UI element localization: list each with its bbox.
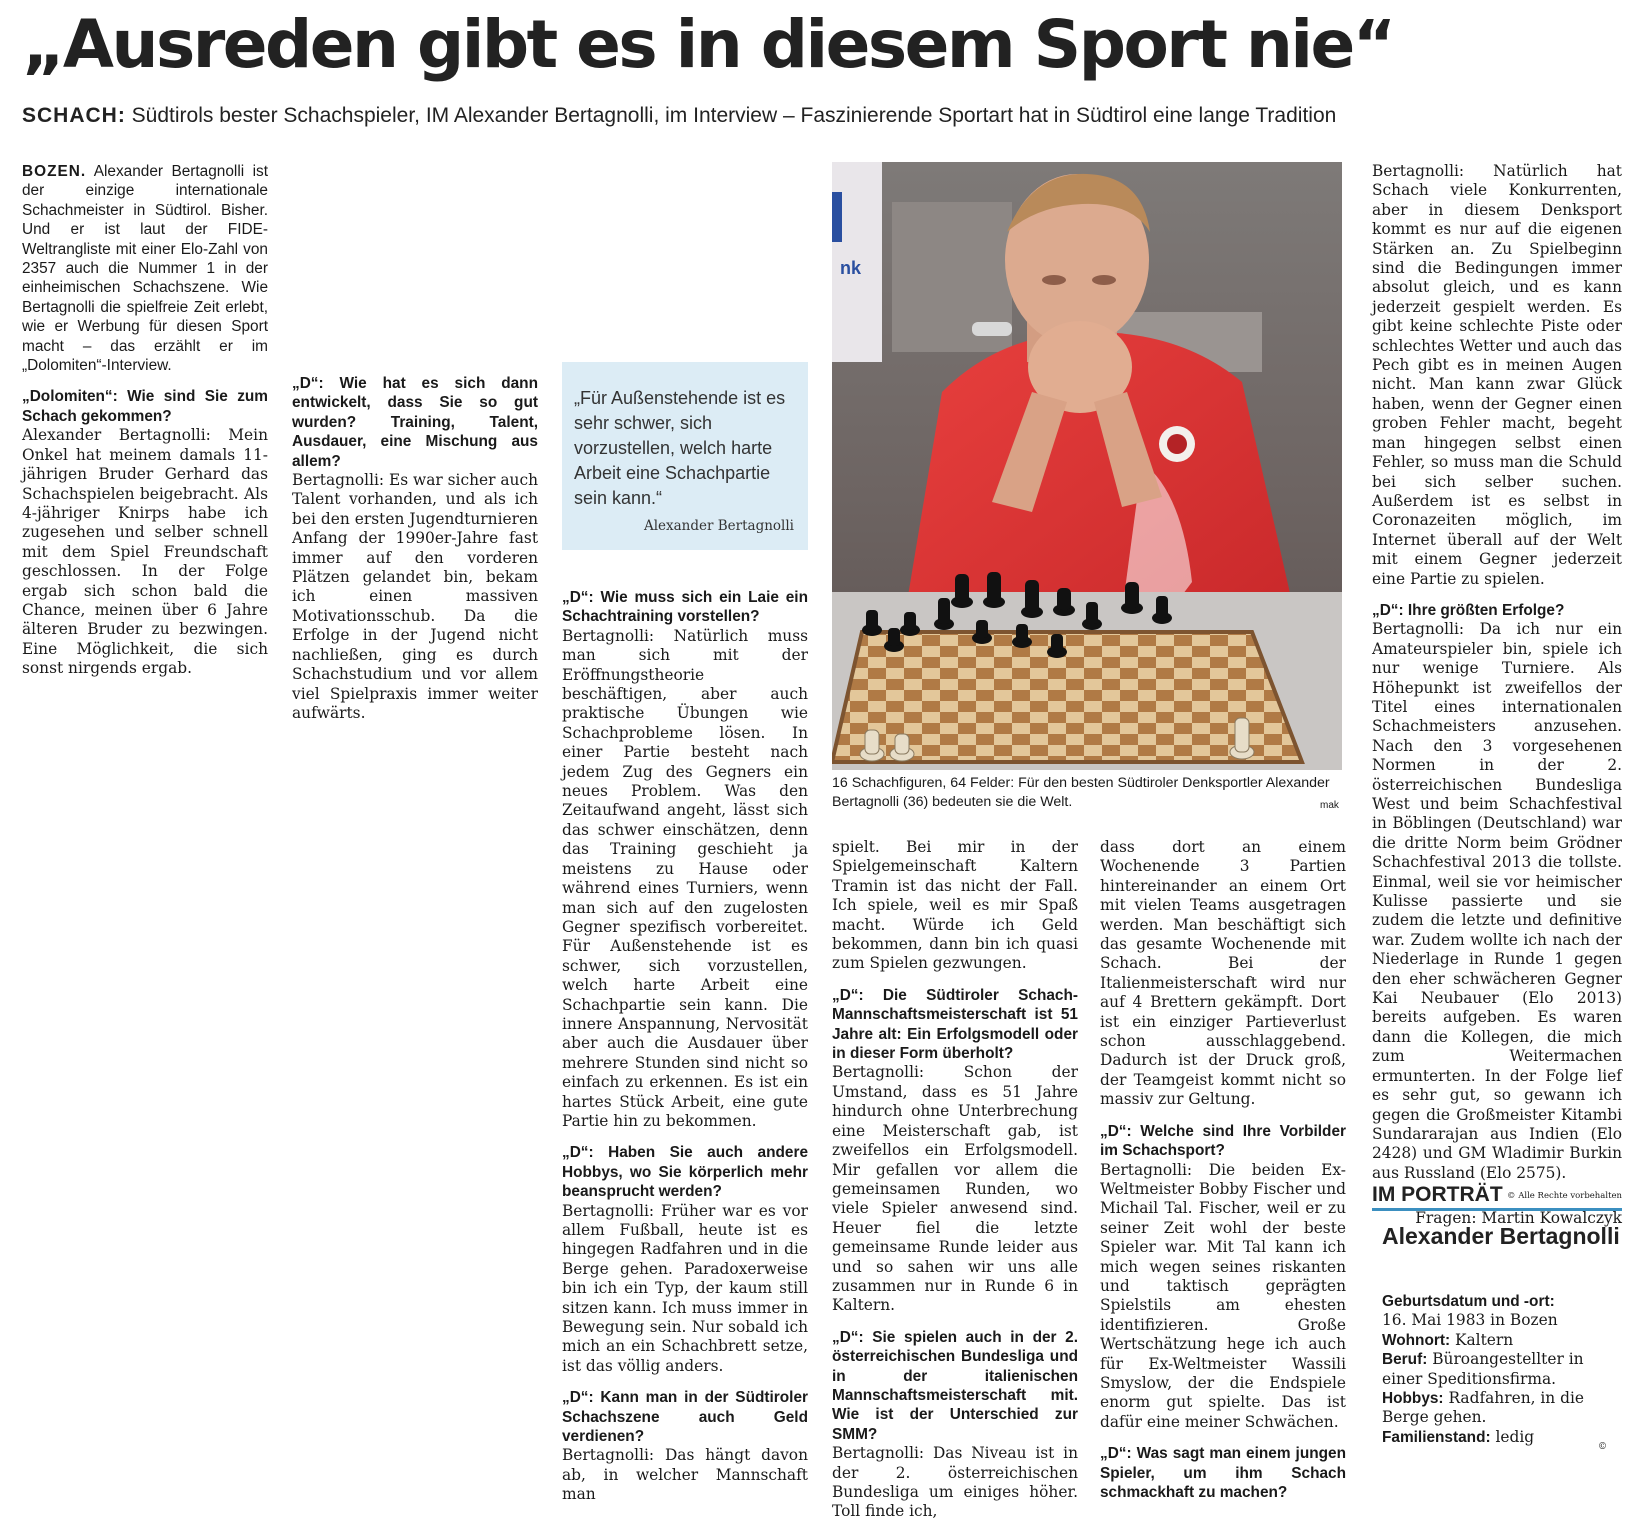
- portrait-fact: [1382, 1292, 1622, 1331]
- portrait-fact: [1382, 1331, 1622, 1350]
- interview-question: „Dolomiten“: Wie sind Sie zum Schach gekommen?: [22, 388, 268, 425]
- interview-answer: Bertagnolli: Natürlich muss man sich mit der Eröffnungstheorie beschäftigen, aber auch praktische Übungen wie Schachprobleme lösen. In einer Partie besteht nach jedem Zug des Gegners ein neues Problem. Was den Zeitaufwand angeht, lässt sich das schwer einschätzen, denn das Training geschieht ja meistens zu Hause oder während eines Turniers, wenn man sich auf den zugelosten Gegner spezifisch vorbereitet. Für Außenstehende ist es schwer, sich vorzustellen, welch harte Arbeit eine Schachpartie sein kann. Die innere Anspannung, Nervosität aber auch die Ausdauer über mehrere Stunden sind nicht so einfach zu erkennen. Es ist ein hartes Stück Arbeit, eine gute Partie hin zu bekommen.: [562, 626, 808, 1130]
- interview-answer: Bertagnolli: Da ich nur ein Amateurspieler bin, spiele ich nur wenige Turniere. Als Höhepunkt ist zweifellos der Titel eines internationalen Schachmeisters anzusehen. Nach den 3 vorgesehenen Normen in der 2. österreichischen Bundesliga West und beim Schachfestival in Böblingen (Deutschland) war die dritte Norm beim Grödner Schachfestival 2013 die tollste. Einmal, weil sie vor heimischer Kulisse passierte und sie zudem die letzte und definitive war. Zudem wollte ich nach der Niederlage in Runde 1 gegen den eher schwächeren Gegner Kai Neubauer (Elo 2013) bereits aufgeben. Es waren dann die Kollegen, die mich zum Weitermachen ermunterten. In der Folge lief es sehr gut, so gewann ich gegen die Großmeister Kitambi Sundararajan aus Indien (Elo 2428) und GM Wladimir Burkin aus Russland (Elo 2575).: [1372, 620, 1622, 1182]
- interview-question: „D“: Haben Sie auch andere Hobbys, wo Sie körperlich mehr beansprucht werden?: [562, 1144, 808, 1201]
- rights-notice: © Alle Rechte vorbehalten: [1507, 1191, 1622, 1202]
- interview-question: „D“: Die Südtiroler Schach-Mannschaftsmeisterschaft ist 51 Jahre alt: Ein Erfolgsmodell oder in dieser Form überholt?: [832, 986, 1078, 1063]
- portrait-fact: [1382, 1389, 1622, 1428]
- portrait-fact: [1382, 1350, 1622, 1389]
- interview-question: „D“: Ihre größten Erfolge?: [1372, 601, 1565, 619]
- pull-quote: [562, 362, 808, 550]
- column-4-body: [832, 838, 1078, 1522]
- column-4: [832, 838, 1078, 1522]
- subhead-kicker: SCHACH:: [22, 104, 126, 127]
- portrait-fact-label: Familienstand:: [1382, 1428, 1491, 1446]
- headline: „Ausreden gibt es in diesem Sport nie“: [22, 6, 1394, 83]
- interview-answer: Bertagnolli: Früher war es vor allem Fußball, heute ist es hingegen Radfahren und in die Berge gehen. Paradoxerweise bin ich ein Typ, der kaum still sitzen kann. Ich muss immer in Bewegung sein. Nur sobald ich mich an ein Schachbrett setze, ist das völlig anders.: [562, 1201, 808, 1375]
- interview-answer: Bertagnolli: Das Niveau ist in der 2. österreichischen Bundesliga um einiges höher. Toll finde ich,: [832, 1444, 1078, 1521]
- interview-question: „D“: Sie spielen auch in der 2. österreichischen Bundesliga und in der italienischen Mannschaftsmeisterschaft mit. Wie ist der Unterschied zur SMM?: [832, 1328, 1078, 1443]
- interview-answer: Bertagnolli: Natürlich hat Schach viele Konkurrenten, aber in diesem Denksport kommt es nur auf die eigenen Stärken an. Zu Spielbeginn sind die Bedingungen immer absolut gleich, und es kann jederzeit gespielt werden. Es gibt keine schlechte Piste oder schlechtes Wetter und auch das Pech gibt es in meinen Augen nicht. Man kann zwar Glück haben, wenn der Gegner einen groben Fehler macht, begeht man hingegen selbst einen Fehler, so muss man die Schuld bei sich selber suchen. Außerdem ist es selbst in Coronazeiten möglich, im Internet überall auf der Welt mit einem Gegner jederzeit eine Partie zu spielen.: [1372, 162, 1622, 588]
- photo-caption: 16 Schachfiguren, 64 Felder: Für den besten Südtiroler Denksportler Alexander Bertagnolli (36) bedeuten sie die Welt.: [832, 775, 1330, 810]
- copyright-mark: ©: [1598, 1442, 1607, 1452]
- portrait-heading: IM PORTRÄT: [1372, 1184, 1622, 1211]
- portrait-fact-label: Geburtsdatum und -ort:: [1382, 1293, 1555, 1310]
- interview-answer: Bertagnolli: Es war sicher auch Talent vorhanden, und als ich bei den ersten Jugendturnieren Anfang der 1990er-Jahre fast immer auf den vorderen Plätzen gelandet bin, bekam ich einen massiven Motivationsschub. Da die Erfolge in der Jugend nicht nachließen, ging es durch Schachstudium und vor allem viel Spielpraxis immer weiter aufwärts.: [292, 471, 538, 722]
- interview-answer: Bertagnolli: Das hängt davon ab, in welcher Mannschaft man: [562, 1446, 808, 1504]
- column-5-body: [1100, 838, 1346, 1502]
- column-1: [22, 162, 268, 679]
- column-1-body: [22, 387, 268, 678]
- photo-credit: mak: [1320, 800, 1339, 811]
- column-6-body: [1372, 162, 1622, 1183]
- interview-answer: Bertagnolli: Schon der Umstand, dass es 51 Jahre hindurch ohne Unterbrechung eine Meisterschaft gab, ist zweifellos ein Erfolgsmodell. Mir gefallen vor allem die gemeinsamen Runden, wo viele Spieler anwesend sind. Heuer fiel die letzte gemeinsame Runde leider aus und so sahen wir uns alle zusammen nur in Runde 6 in Kaltern.: [832, 1063, 1078, 1315]
- column-3-body: [562, 588, 808, 1505]
- portrait-fact-value: Radfahren, in die Berge gehen.: [1382, 1389, 1584, 1427]
- photo-illustration: [832, 162, 1342, 770]
- column-5: [1100, 838, 1346, 1502]
- interview-answer: Bertagnolli: Die beiden Ex-Weltmeister Bobby Fischer und Michail Tal. Fischer, weil er zu seiner Zeit wohl der beste Spieler war. Mit Tal kann ich mich wegen seines riskanten und taktisch geprägten Spielstils am ehesten identifizieren. Große Wertschätzung hege ich auch für Ex-Weltmeister Wassili Smyslow, der die Endspiele enorm gut spielte. Das ist dafür eine meiner Schwächen.: [1100, 1160, 1346, 1431]
- interview-answer: Alexander Bertagnolli: Mein Onkel hat meinem damals 11-jährigen Bruder Gerhard das Schachspielen beigebracht. Als 4-jähriger Knirps habe ich zugesehen und selber schnell mit dem Spiel Freundschaft geschlossen. In der Folge ergab sich schon bald die Chance, meinen über 6 Jahre älteren Bruder zu bezwingen. Eine Möglichkeit, die sich sonst nirgends ergab.: [22, 426, 268, 678]
- subhead-text: Südtirols bester Schachspieler, IM Alexander Bertagnolli, im Interview – Faszinierende Sportart hat in Südtirol eine lange Tradition: [131, 104, 1337, 127]
- pull-quote-text: „Für Außenstehende ist es sehr schwer, sich vorzustellen, welch harte Arbeit eine Schachpartie sein kann.“: [574, 388, 786, 508]
- interview-question: „D“: Kann man in der Südtiroler Schachszene auch Geld verdienen?: [562, 1389, 808, 1446]
- portrait-fact-value: 16. Mai 1983 in Bozen: [1382, 1311, 1558, 1330]
- dateline: BOZEN.: [22, 163, 87, 180]
- photo-chess-player: [832, 162, 1342, 770]
- portrait-fact-value: Büroangestellter in einer Speditionsfirma.: [1382, 1350, 1584, 1388]
- portrait-fact-label: Wohnort:: [1382, 1331, 1451, 1349]
- intro-text: Alexander Bertagnolli ist der einzige internationale Schachmeister in Südtirol. Bisher. Und er ist laut der FIDE-Weltrangliste mit einer Elo-Zahl von 2357 auch die Nummer 1 in der einheimischen Schachszene. Wie Bertagnolli die spielfreie Zeit erlebt, wie er Werbung für diesen Sport macht – das erzählt er im „Dolomiten“-Interview.: [22, 163, 268, 375]
- portrait-fact-value: Kaltern: [1450, 1330, 1514, 1349]
- portrait-fact: [1382, 1428, 1622, 1447]
- intro: [22, 162, 268, 375]
- subhead: [22, 102, 1622, 130]
- interview-answer: spielt. Bei mir in der Spielgemeinschaft Kaltern Tramin ist das nicht der Fall. Ich spiele, weil es mir Spaß macht. Würde ich Geld bekommen, dann bin ich quasi zum Spielen gezwungen.: [832, 838, 1078, 973]
- interview-question: „D“: Welche sind Ihre Vorbilder im Schachsport?: [1100, 1122, 1346, 1160]
- portrait-fact-label: Beruf:: [1382, 1351, 1428, 1369]
- portrait-fact-label: Hobbys:: [1382, 1390, 1444, 1408]
- interview-question: „D“: Was sagt man einem jungen Spieler, um ihm Schach schmackhaft zu machen?: [1100, 1445, 1346, 1501]
- portrait-facts: [1382, 1292, 1622, 1447]
- interviewer-credit: Fragen: Martin Kowalczyk: [1415, 1208, 1622, 1227]
- pull-quote-author: Alexander Bertagnolli: [643, 518, 794, 534]
- interview-question: „D“: Wie muss sich ein Laie ein Schachtraining vorstellen?: [562, 589, 808, 626]
- column-6: [1372, 162, 1622, 1228]
- portrait-name: Alexander Bertagnolli: [1382, 1223, 1620, 1249]
- column-3: [562, 576, 808, 1505]
- interview-question: „D“: Wie hat es sich dann entwickelt, dass Sie so gut wurden? Training, Talent, Ausdauer, eine Mischung aus allem?: [292, 375, 538, 470]
- column-2: [292, 362, 538, 723]
- svg-text:nk: nk: [840, 258, 862, 278]
- column-2-body: [292, 374, 538, 723]
- portrait-fact-value: ledig: [1490, 1427, 1535, 1446]
- interview-answer: dass dort an einem Wochenende 3 Partien hintereinander an einem Ort mit vielen Teams ausgetragen werden. Man beschäftigt sich das gesamte Wochenende mit Schach. Bei der Italienmeisterschaft wird nur auf 4 Brettern gekämpft. Dort ist ein einziger Partieverlust schon ausschlaggebend. Dadurch ist der Druck groß, der Teamgeist kommt nicht so massiv zur Geltung.: [1100, 838, 1346, 1109]
